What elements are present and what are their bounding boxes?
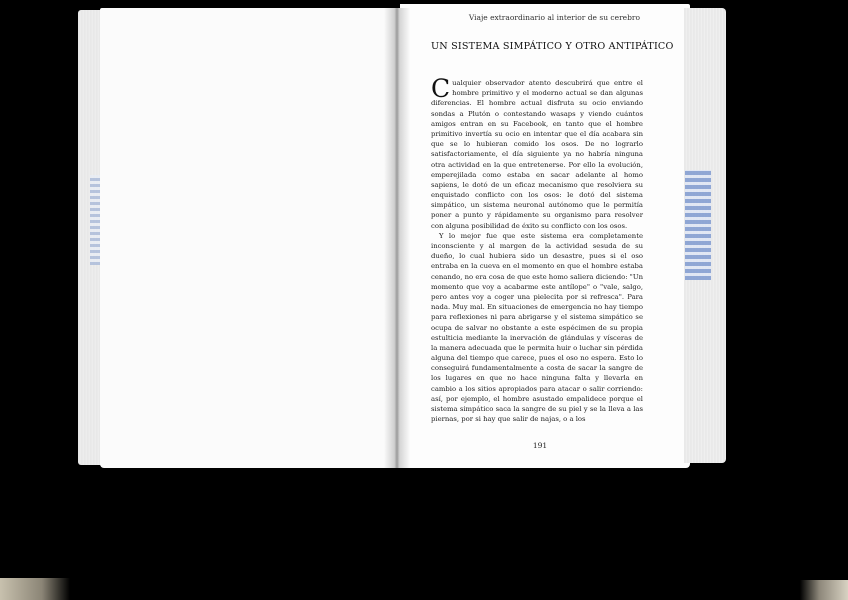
book-gutter [384, 8, 410, 468]
chapter-title: UN SISTEMA SIMPÁTICO Y OTRO ANTIPÁTICO [431, 41, 674, 52]
page-number: 191 [532, 441, 548, 450]
running-head: Viaje extraordinario al interior de su cerebro [468, 13, 640, 22]
paragraph-1: Cualquier observador atento descubrirá que entre el hombre primitivo y el moderno actual se dan algunas diferencias. El hombre actual disfruta su ocio enviando sondas a Plutón o contestando wasaps y viendo cuántos amigos entran en su Facebook, en tanto que el hombre primitivo invertía su ocio en intentar que el día acabara sin que se lo hubieran comido los osos. De no lograrlo satisfactoriamente, el día siguiente ya no habría ninguna otra actividad en la que entretenerse. Por ello la evolución, emperejilada como estaba en sacar adelante al homo sapiens, le dotó de un eficaz mecanismo que resolviera su enquistado conflicto con los osos: le dotó del sistema simpático, un sistema neuronal autónomo que le permitía poner a punto y rápidamente su organismo para resolver con alguna posibilidad de éxito su conflicto con los osos. [431, 74, 643, 230]
scanner-light-artifact-right [800, 580, 848, 600]
body-text [431, 74, 644, 424]
right-edge-stamp [685, 170, 711, 280]
paragraph-2: Y lo mejor fue que este sistema era completamente inconsciente y al margen de la actividad sesuda de su dueño, lo cual hubiera sido un desastre, pues si el oso entraba en la cueva en el momento en que el hombre estaba cenando, no era cosa de que este homo saliera diciendo: "Un momento que voy a acabarme este antílope" o "vale, salgo, pero antes voy a coger una pielecita por si refresca". Para nada. Muy mal. En situaciones de emergencia no hay tiempo para reflexiones ni para abrigarse y el sistema simpático se ocupa de salvar no obstante a este espécimen de su propia estulticia mediante la inervación de glándulas y vísceras de la manera adecuada que le permita huir o luchar sin pérdida alguna del tiempo que carece, pues el oso no espera. Esto lo conseguirá fundamentalmente a costa de sacar la sangre de los lugares en que no hace ninguna falta y llevarla en cambio a los sitios apropiados para atacar o salir corriendo: así, por ejemplo, el hombre asustado empalidece porque el sistema simpático saca la sangre de su piel y se la lleva a las piernas, por si hay que salir de najas, o a los [431, 231, 644, 424]
scanner-light-artifact-left [0, 578, 70, 600]
left-page-blank [100, 8, 396, 468]
